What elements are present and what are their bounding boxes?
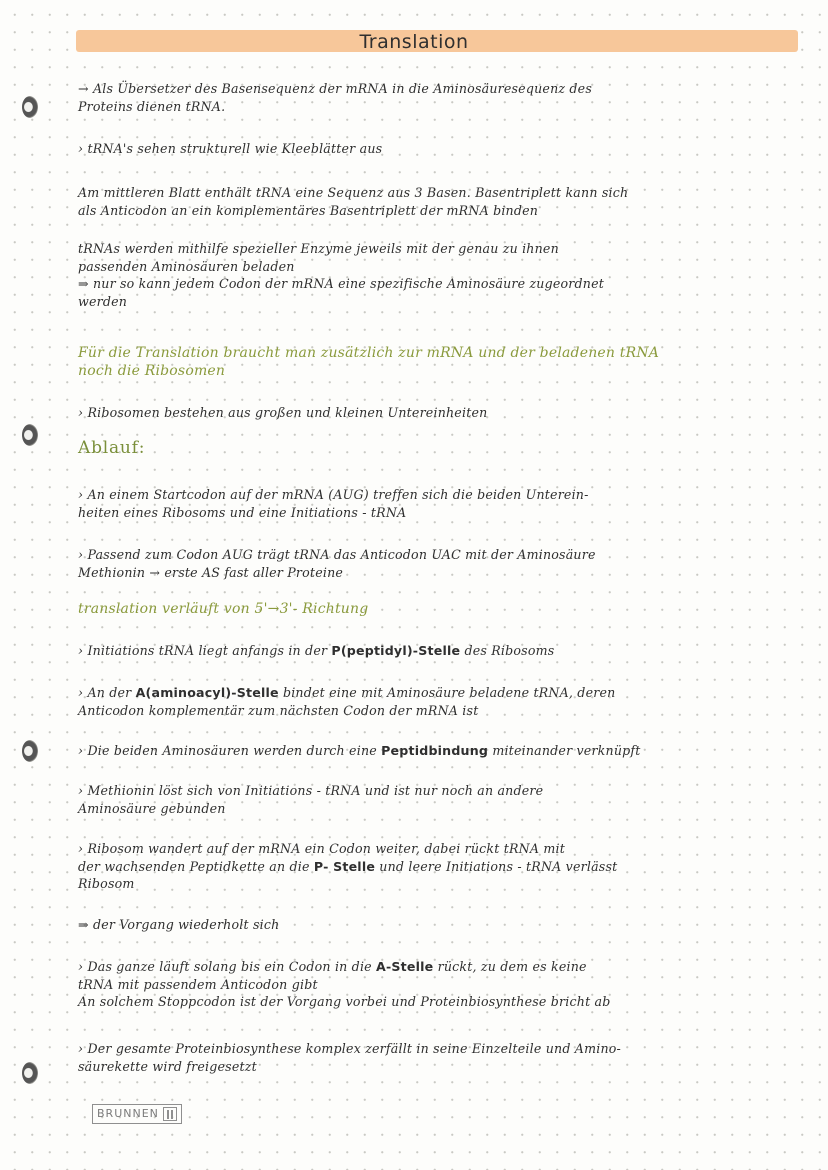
- brand-name: BRUNNEN: [97, 1107, 159, 1120]
- note-methionin: › Passend zum Codon AUG trägt tRNA das Anticodon UAC mit der Aminosäure Methionin → erste AS fast aller Proteine: [78, 547, 596, 580]
- note-startcodon: › An einem Startcodon auf der mRNA (AUG) treffen sich die beiden Unterein- heiten eines Ribosoms und eine Initiations - tRNA: [78, 487, 589, 520]
- note-peptide-bond: › Die beiden Aminosäuren werden durch eine Peptidbindung miteinander verknüpft: [78, 743, 641, 758]
- heading-ablauf: Ablauf:: [78, 438, 146, 458]
- binder-hole-1: [22, 96, 38, 118]
- binder-hole-4: [22, 1062, 38, 1084]
- brand-mark-icon: [163, 1107, 177, 1121]
- binder-hole-3: [22, 740, 38, 762]
- note-p-site: › Initiations tRNA liegt anfangs in der P(peptidyl)-Stelle des Ribosoms: [78, 643, 555, 658]
- page-title: Translation: [359, 31, 469, 53]
- note-ribosome-subunits: › Ribosomen bestehen aus großen und kleinen Untereinheiten: [78, 405, 488, 420]
- note-repeat: ⇒ der Vorgang wiederholt sich: [78, 917, 280, 932]
- note-ribosomes-needed: Für die Translation braucht man zusätzlich zur mRNA und der beladenen tRNA noch die Ribosomen: [78, 345, 660, 379]
- note-methionin-release: › Methionin löst sich von Initiations - tRNA und ist nur noch an andere Aminosäure gebunden: [78, 783, 544, 816]
- binder-hole-2: [22, 424, 38, 446]
- note-trna-role: → Als Übersetzer des Basensequenz der mRNA in die Aminosäuresequenz des Proteins dienen tRNA.: [78, 81, 592, 114]
- note-direction: translation verläuft von 5'→3'- Richtung: [78, 601, 369, 617]
- note-cloverleaf: › tRNA's sehen strukturell wie Kleeblätter aus: [78, 141, 383, 156]
- note-ribosome-moves: › Ribosom wandert auf der mRNA ein Codon weiter, dabei rückt tRNA mit der wachsenden Peptidkette an die P- Stelle und leere Initiations - tRNA verlässt Ribosom: [78, 841, 618, 891]
- note-a-site: › An der A(aminoacyl)-Stelle bindet eine mit Aminosäure beladene tRNA, deren Anticodon komplementär zum nächsten Codon der mRNA ist: [78, 685, 616, 718]
- note-anticodon: Am mittleren Blatt enthält tRNA eine Sequenz aus 3 Basen. Basentriplett kann sich als Anticodon an ein komplementäres Basentriplett der mRNA binden: [78, 185, 629, 218]
- note-trna-loading: tRNAs werden mithilfe spezieller Enzyme jeweils mit der genau zu ihnen passenden Aminosäuren beladen ⇒ nur so kann jedem Codon der mRNA eine spezifische Aminosäure zugeordnet werden: [78, 241, 605, 309]
- note-stopcodon: › Das ganze läuft solang bis ein Codon in die A-Stelle rückt, zu dem es keine tRNA mit passendem Anticodon gibt An solchem Stoppcodon ist der Vorgang vorbei und Proteinbiosynthese bricht ab: [78, 959, 611, 1009]
- note-complex-disassembles: › Der gesamte Proteinbiosynthese komplex zerfällt in seine Einzelteile und Amino- säurekette wird freigesetzt: [78, 1041, 622, 1074]
- brand-logo: [92, 1104, 182, 1124]
